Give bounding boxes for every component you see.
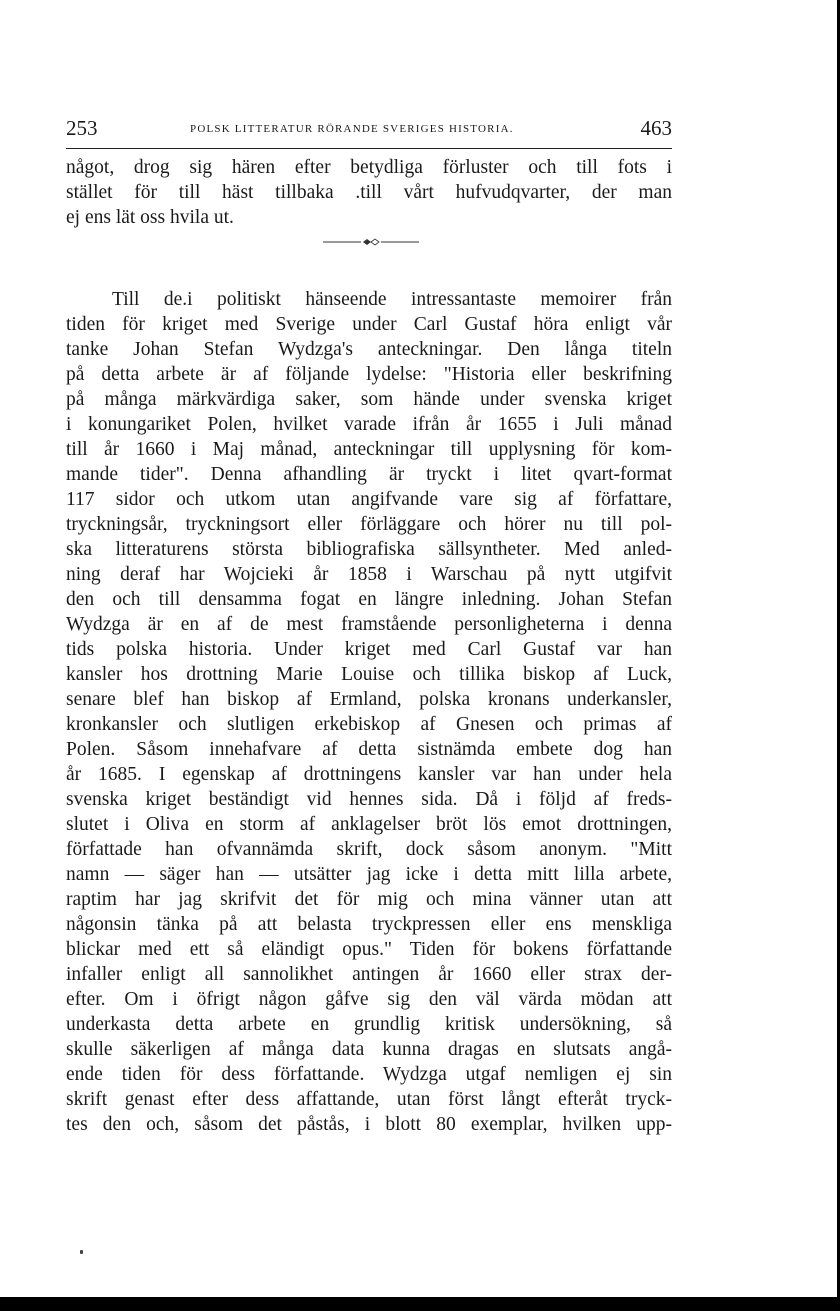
text-line: efter. Om i öfrigt någon gåfve sig den väl värda mödan att xyxy=(66,989,672,1010)
text-line: blickar med ett så eländigt opus." Tiden för bokens författande xyxy=(66,939,672,960)
text-line: år 1685. I egenskap af drottningens kansler var han under hela xyxy=(66,764,672,785)
text-line: tryckningsår, tryckningsort eller förläggare och hörer nu till pol- xyxy=(66,514,672,535)
text-line: ej ens lät oss hvila ut. xyxy=(66,207,234,228)
scan-speck xyxy=(80,1250,83,1254)
text-line: tes den och, såsom det påstås, i blott 80 exemplar, hvilken upp- xyxy=(66,1114,672,1135)
text-line: stället för till häst tillbaka .till vårt hufvudqvarter, der man xyxy=(66,182,672,203)
scan-edge-bottom xyxy=(0,1297,840,1311)
left-page-number: 253 xyxy=(66,116,98,140)
text-line: mande tider". Denna afhandling är tryckt i litet qvart-format xyxy=(66,464,672,485)
text-line: namn — säger han — utsätter jag icke i detta mitt lilla arbete, xyxy=(66,864,672,885)
section-divider-ornament xyxy=(323,236,419,248)
text-line: 117 sidor och utkom utan angifvande vare sig af författare, xyxy=(66,489,672,510)
text-line: Wydzga är en af de mest framstående personligheterna i denna xyxy=(66,614,672,635)
text-line: kansler hos drottning Marie Louise och tillika biskop af Luck, xyxy=(66,664,672,685)
text-line: kronkansler och slutligen erkebiskop af Gnesen och primas af xyxy=(66,714,672,735)
text-line: ska litteraturens största bibliografiska sällsyntheter. Med anled- xyxy=(66,539,672,560)
text-line: tids polska historia. Under kriget med Carl Gustaf var han xyxy=(66,639,672,660)
running-header xyxy=(66,116,672,140)
text-line: Polen. Såsom innehafvare af detta sistnämda embete dog han xyxy=(66,739,672,760)
header-rule xyxy=(66,148,672,149)
text-line: till år 1660 i Maj månad, anteckningar till upplysning för kom- xyxy=(66,439,672,460)
text-line: skrift genast efter dess affattande, utan först långt efteråt tryck- xyxy=(66,1089,672,1110)
text-line: ende tiden för dess författande. Wydzga utgaf nemligen ej sin xyxy=(66,1064,672,1085)
right-page-number: 463 xyxy=(640,116,672,140)
text-line: ning deraf har Wojcieki år 1858 i Warschau på nytt utgifvit xyxy=(66,564,672,585)
text-line: på detta arbete är af följande lydelse: "Historia eller beskrifning xyxy=(66,364,672,385)
text-line: i konungariket Polen, hvilket varade ifrån år 1655 i Juli månad xyxy=(66,414,672,435)
text-line: skulle säkerligen af många data kunna dragas en slutsats angå- xyxy=(66,1039,672,1060)
text-line: på många märkvärdiga saker, som hände under svenska kriget xyxy=(66,389,672,410)
text-line: något, drog sig hären efter betydliga förluster och till fots i xyxy=(66,157,672,178)
running-title: POLSK LITTERATUR RÖRANDE SVERIGES HISTORIA. xyxy=(190,123,514,135)
text-line: tanke Johan Stefan Wydzga's anteckningar. Den långa titeln xyxy=(66,339,672,360)
text-line: raptim har jag skrifvit det för mig och mina vänner utan att xyxy=(66,889,672,910)
text-line: senare blef han biskop af Ermland, polska kronans underkansler, xyxy=(66,689,672,710)
text-line: tiden för kriget med Sverige under Carl Gustaf höra enligt vår xyxy=(66,314,672,335)
text-line: Till de.i politiskt hänseende intressantaste memoirer från xyxy=(112,289,672,310)
text-line: författade han ofvannämda skrift, dock såsom anonym. "Mitt xyxy=(66,839,672,860)
text-line: infaller enligt all sannolikhet antingen år 1660 eller strax der- xyxy=(66,964,672,985)
text-line: underkasta detta arbete en grundlig kritisk undersökning, så xyxy=(66,1014,672,1035)
text-line: svenska kriget beständigt vid hennes sida. Då i följd af freds- xyxy=(66,789,672,810)
text-line: slutet i Oliva en storm af anklagelser bröt lös emot drottningen, xyxy=(66,814,672,835)
text-line: någonsin tänka på att belasta tryckpressen eller ens menskliga xyxy=(66,914,672,935)
text-line: den och till densamma fogat en längre inledning. Johan Stefan xyxy=(66,589,672,610)
